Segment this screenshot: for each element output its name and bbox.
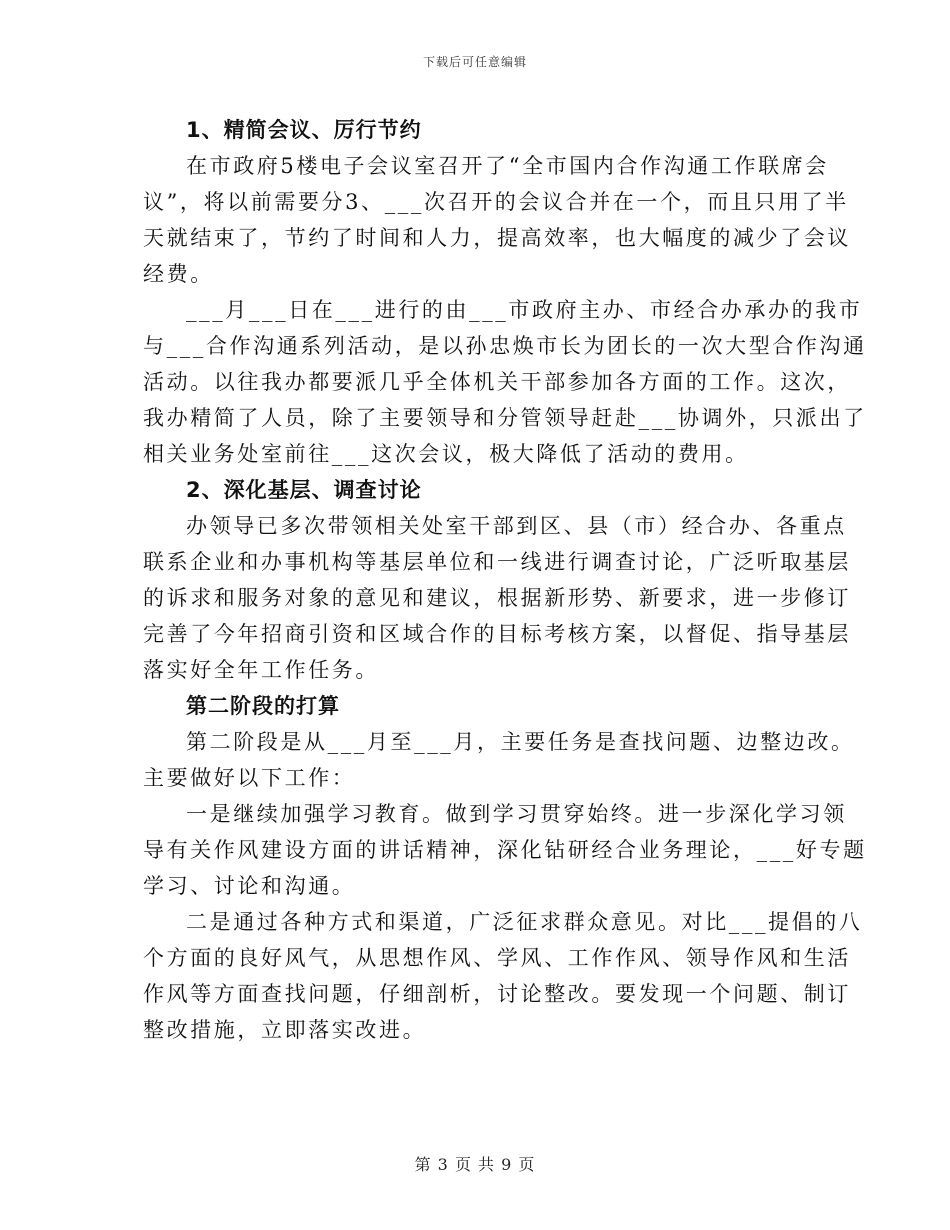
text-line: 一是继续加强学习教育。做到学习贯穿始终。进一步深化学习领: [186, 802, 847, 826]
text-line: 学习、讨论和沟通。: [143, 874, 356, 898]
page-number-footer: 第 3 页 共 9 页: [414, 1155, 536, 1174]
text-line: 我办精简了人员，除了主要领导和分管领导赶赴___协调外，只派出了: [143, 406, 867, 430]
text-line: 的诉求和服务对象的意见和建议，根据新形势、新要求，进一步修订: [143, 586, 851, 610]
text-line: ___月___日在___进行的由___市政府主办、市经合办承办的我市: [186, 298, 863, 322]
text-line: 第二阶段是从___月至___月，主要任务是查找问题、边整边改。: [186, 730, 855, 754]
text-line: 议”，将以前需要分3、___次召开的会议合并在一个，而且只用了半: [143, 190, 849, 214]
paragraph: [143, 292, 867, 472]
section-heading: 2、深化基层、调查讨论: [186, 478, 422, 502]
text-line: 办领导已多次带领相关处室干部到区、县（市）经合办、各重点: [186, 514, 847, 538]
text-line: 整改措施，立即落实改进。: [143, 1018, 427, 1042]
text-line: 在市政府5楼电子会议室召开了“全市国内合作沟通工作联席会: [186, 154, 829, 178]
page-header-note: 下载后可任意编辑: [422, 55, 527, 69]
text-line: 完善了今年招商引资和区域合作的目标考核方案，以督促、指导基层: [143, 622, 851, 646]
paragraph: [143, 796, 867, 904]
section-heading: 第二阶段的打算: [186, 694, 340, 718]
text-line: 作风等方面查找问题，仔细剖析，讨论整改。要发现一个问题、制订: [143, 982, 851, 1006]
paragraph: [143, 724, 855, 796]
text-line: 落实好全年工作任务。: [143, 658, 379, 682]
text-line: 导有关作风建设方面的讲话精神，深化钻研经合业务理论，___好专题: [143, 838, 867, 862]
paragraph: [143, 508, 851, 688]
text-line: 活动。以往我办都要派几乎全体机关干部参加各方面的工作。这次，: [143, 370, 851, 394]
text-line: 二是通过各种方式和渠道，广泛征求群众意见。对比___提倡的八: [186, 910, 863, 934]
text-line: 与___合作沟通系列活动，是以孙忠焕市长为团长的一次大型合作沟通: [143, 334, 867, 358]
text-line: 相关业务处室前往___这次会议，极大降低了活动的费用。: [143, 442, 749, 466]
text-line: 联系企业和办事机构等基层单位和一线进行调查讨论，广泛听取基层: [143, 550, 851, 574]
paragraph: [143, 148, 851, 292]
paragraph: [143, 904, 863, 1048]
text-line: 天就结束了，节约了时间和人力，提高效率，也大幅度的减少了会议: [143, 226, 851, 250]
document-body: [143, 112, 867, 1048]
text-line: 个方面的良好风气，从思想作风、学风、工作作风、领导作风和生活: [143, 946, 851, 970]
text-line: 主要做好以下工作：: [143, 766, 356, 790]
text-line: 经费。: [143, 262, 214, 286]
section-heading: 1、精简会议、厉行节约: [186, 118, 422, 142]
